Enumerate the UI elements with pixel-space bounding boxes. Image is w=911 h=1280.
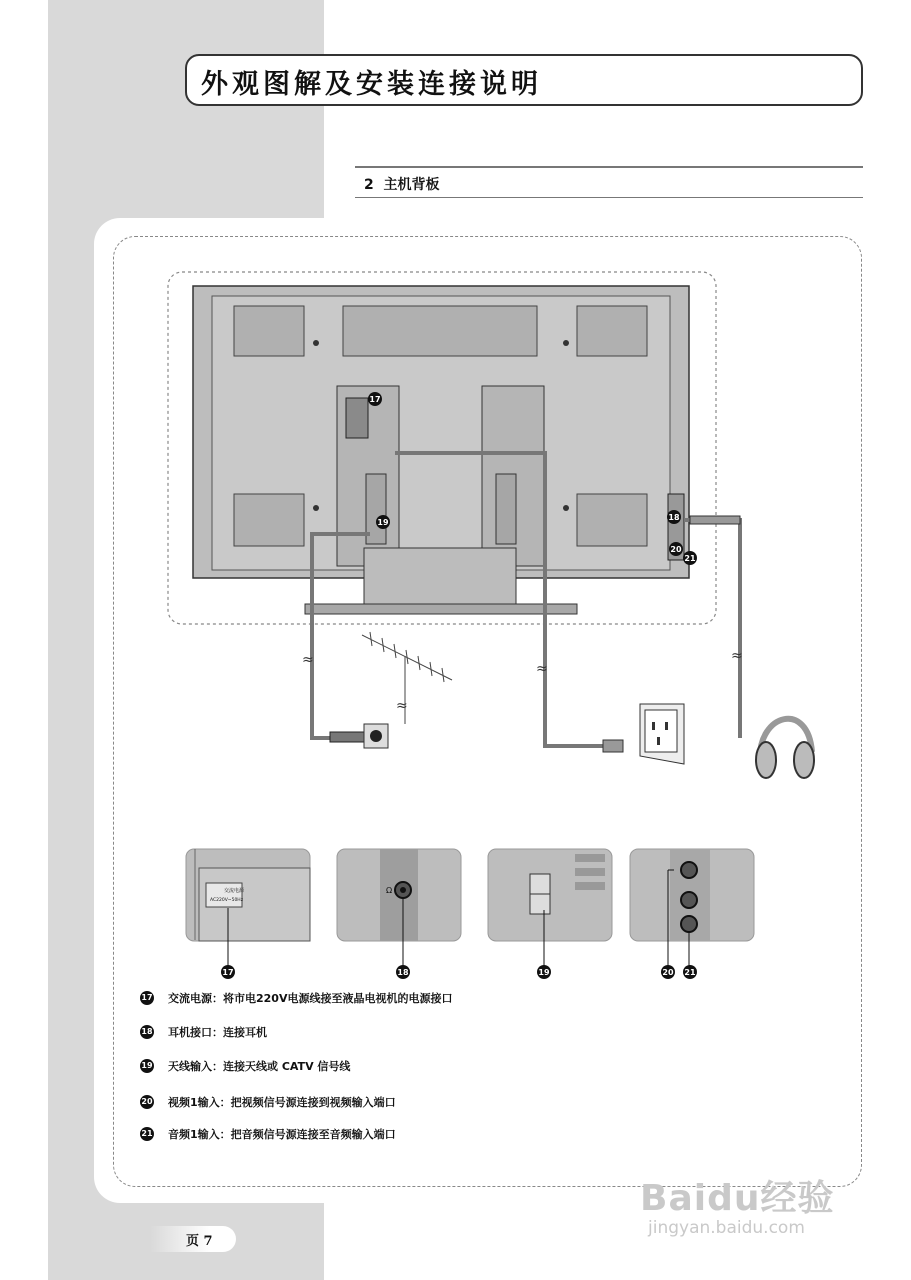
detail-callout-20: 20 [662, 968, 674, 977]
detail-panel-headphone [337, 849, 461, 979]
legend-text: 视频1输入：把视频信号源连接到视频输入端口 [168, 1096, 396, 1109]
legend-item-21 [140, 1126, 660, 1142]
cable-break-mark: ≈ [302, 652, 314, 668]
legend-text: 天线输入：连接天线或 CATV 信号线 [168, 1060, 351, 1073]
headphone-plug [690, 516, 740, 524]
headphones-icon [756, 719, 814, 778]
screw [563, 340, 569, 346]
vent-panel [577, 306, 647, 356]
legend-text: 交流电源：将市电220V电源线接至液晶电视机的电源接口 [168, 992, 453, 1005]
legend-text: 耳机接口：连接耳机 [168, 1026, 267, 1039]
section-title-text: 主机背板 [383, 177, 440, 193]
detail-panel-av [630, 849, 754, 979]
callout-20-label: 20 [670, 545, 682, 554]
legend-number: 21 [140, 1127, 154, 1141]
page-title: 外观图解及安装连接说明 [201, 69, 542, 100]
wall-outlet-icon [603, 704, 684, 764]
callout-17-label: 17 [369, 395, 381, 404]
callout-21-label: 21 [684, 554, 696, 563]
legend-item-18 [140, 1024, 660, 1040]
cable-break-mark: ≈ [536, 661, 548, 677]
page-number: 页 7 [186, 1234, 213, 1249]
stand-neck [364, 548, 516, 608]
power-socket [346, 398, 368, 438]
vent-panel [577, 494, 647, 546]
adapter-jack [370, 730, 382, 742]
legend-item-20 [140, 1094, 660, 1110]
screw [313, 340, 319, 346]
detail-callout-18: 18 [397, 968, 409, 977]
legend-number: 19 [140, 1059, 154, 1073]
vent-panel [343, 306, 537, 356]
svg-text:Ω: Ω [386, 886, 393, 895]
detail-panel-power [186, 849, 310, 979]
legend-text: 音频1输入：把音频信号源连接至音频输入端口 [168, 1128, 396, 1141]
legend-item-19 [140, 1058, 660, 1074]
callout-18-label: 18 [668, 513, 680, 522]
screw [563, 505, 569, 511]
watermark-url: jingyan.baidu.com [648, 1218, 805, 1238]
power-label-line1: 交流电源 [224, 888, 245, 894]
detail-callout-19: 19 [538, 968, 550, 977]
legend-number: 18 [140, 1025, 154, 1039]
detail-panel-antenna [488, 849, 612, 979]
coax-plug [330, 732, 364, 742]
callout-19-label: 19 [377, 518, 389, 527]
legend-number: 17 [140, 991, 154, 1005]
section-number: 2 [364, 177, 374, 193]
detail-callout-17: 17 [222, 968, 234, 977]
bracket [496, 474, 516, 544]
detail-callout-21: 21 [684, 968, 696, 977]
cable-break-mark: ≈ [396, 698, 408, 714]
stand-base [305, 604, 577, 614]
legend-number: 20 [140, 1095, 154, 1109]
cable-break-mark: ≈ [731, 648, 743, 664]
vent-panel [234, 306, 304, 356]
vent-panel [234, 494, 304, 546]
legend-item-17 [140, 990, 660, 1006]
watermark-brand: Baidu经验 [640, 1178, 835, 1219]
power-label-line2: AC220V~50Hz [210, 898, 244, 903]
screw [313, 505, 319, 511]
